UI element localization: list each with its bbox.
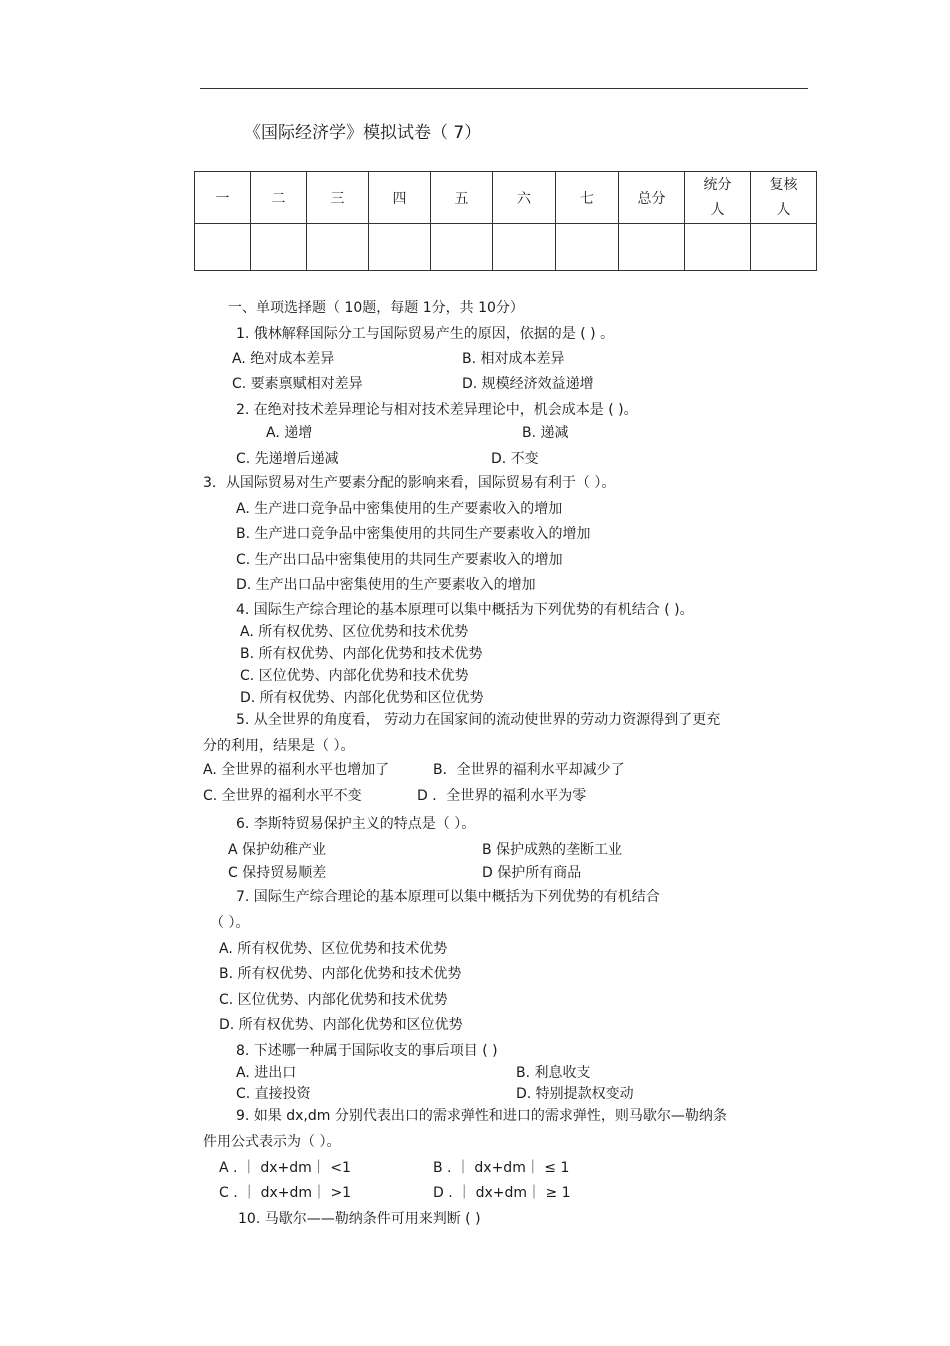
- question-9-line-2: 件用公式表示为（ ）。: [203, 1134, 341, 1150]
- score-header-row: [195, 172, 817, 224]
- score-cell-total[interactable]: [619, 224, 685, 271]
- question-10: 10. 马歇尔——勒纳条件可用来判断 ( ): [238, 1211, 481, 1227]
- question-7-line-2: （ ）。: [210, 915, 250, 931]
- scorer-line-1: 统分: [703, 176, 732, 193]
- q4-option-a: A. 所有权优势、区位优势和技术优势: [240, 624, 469, 640]
- score-table: [194, 171, 817, 271]
- reviewer-line-1: 复核: [769, 176, 798, 193]
- q1-option-d: D. 规模经济效益递增: [462, 376, 594, 392]
- score-header-3: 三: [307, 172, 369, 224]
- score-cell-reviewer[interactable]: [751, 224, 817, 271]
- q2-option-a: A. 递增: [266, 425, 313, 441]
- q3-option-a: A. 生产进口竞争品中密集使用的生产要素收入的增加: [236, 501, 563, 517]
- score-header-reviewer: [751, 172, 817, 224]
- question-6: 6. 李斯特贸易保护主义的特点是（ ）。: [236, 816, 476, 832]
- q7-option-b: B. 所有权优势、内部化优势和技术优势: [219, 966, 462, 982]
- question-5-line-2: 分的利用，结果是（ ）。: [203, 738, 355, 754]
- q5-option-d: D ．全世界的福利水平为零: [417, 788, 587, 804]
- score-cell-4[interactable]: [369, 224, 431, 271]
- q8-option-d: D. 特别提款权变动: [516, 1086, 634, 1102]
- score-header-7: 七: [556, 172, 619, 224]
- q5-option-c: C. 全世界的福利水平不变: [203, 788, 362, 804]
- q4-option-c: C. 区位优势、内部化优势和技术优势: [240, 668, 469, 684]
- score-header-6: 六: [493, 172, 556, 224]
- q6-option-a: A 保护幼稚产业: [228, 842, 327, 858]
- q1-option-c: C. 要素禀赋相对差异: [232, 376, 363, 392]
- score-input-row: [195, 224, 817, 271]
- q3-option-c: C. 生产出口品中密集使用的共同生产要素收入的增加: [236, 552, 563, 568]
- score-cell-6[interactable]: [493, 224, 556, 271]
- reviewer-line-2: 人: [776, 201, 791, 218]
- exam-title: 《国际经济学》模拟试卷（ 7）: [244, 123, 482, 143]
- score-cell-7[interactable]: [556, 224, 619, 271]
- q2-option-c: C. 先递增后递减: [236, 451, 339, 467]
- q6-option-c: C 保持贸易顺差: [228, 865, 327, 881]
- q7-option-d: D. 所有权优势、内部化优势和区位优势: [219, 1017, 463, 1033]
- q4-option-d: D. 所有权优势、内部化优势和区位优势: [240, 690, 484, 706]
- q4-option-b: B. 所有权优势、内部化优势和技术优势: [240, 646, 483, 662]
- question-4: 4. 国际生产综合理论的基本原理可以集中概括为下列优势的有机结合 ( )。: [236, 602, 694, 618]
- score-header-total: 总分: [619, 172, 685, 224]
- score-cell-2[interactable]: [251, 224, 307, 271]
- question-7-line-1: 7. 国际生产综合理论的基本原理可以集中概括为下列优势的有机结合: [236, 889, 660, 905]
- score-cell-scorer[interactable]: [685, 224, 751, 271]
- q7-option-a: A. 所有权优势、区位优势和技术优势: [219, 941, 448, 957]
- score-header-scorer: [685, 172, 751, 224]
- q2-option-d: D. 不变: [491, 451, 539, 467]
- q6-option-b: B 保护成熟的垄断工业: [482, 842, 623, 858]
- question-1: 1. 俄林解释国际分工与国际贸易产生的原因，依据的是 ( ) 。: [236, 326, 615, 342]
- q9-option-b: B . ｜ dx+dm｜ ≤ 1: [433, 1160, 570, 1176]
- question-5-line-1: 5. 从全世界的角度看， 劳动力在国家间的流动使世界的劳动力资源得到了更充: [236, 712, 721, 728]
- q5-option-b: B．全世界的福利水平却减少了: [433, 762, 625, 778]
- q8-option-c: C. 直接投资: [236, 1086, 311, 1102]
- question-8: 8. 下述哪一种属于国际收支的事后项目 ( ): [236, 1043, 498, 1059]
- q6-option-d: D 保护所有商品: [482, 865, 582, 881]
- q2-option-b: B. 递减: [522, 425, 569, 441]
- top-rule: [200, 88, 808, 89]
- section-heading: 一、单项选择题（ 10题，每题 1分，共 10分）: [228, 300, 524, 316]
- score-header-4: 四: [369, 172, 431, 224]
- question-9-line-1: 9. 如果 dx,dm 分别代表出口的需求弹性和进口的需求弹性，则马歇尔—勒纳条: [236, 1108, 727, 1124]
- q1-option-a: A. 绝对成本差异: [232, 351, 335, 367]
- q9-option-a: A . ｜ dx+dm｜ <1: [219, 1160, 351, 1176]
- q7-option-c: C. 区位优势、内部化优势和技术优势: [219, 992, 448, 1008]
- q3-option-b: B. 生产进口竞争品中密集使用的共同生产要素收入的增加: [236, 526, 591, 542]
- score-cell-3[interactable]: [307, 224, 369, 271]
- score-header-1: 一: [195, 172, 251, 224]
- q5-option-a: A. 全世界的福利水平也增加了: [203, 762, 390, 778]
- score-cell-5[interactable]: [431, 224, 493, 271]
- q9-option-d: D . ｜ dx+dm｜ ≥ 1: [433, 1185, 571, 1201]
- score-header-2: 二: [251, 172, 307, 224]
- q1-option-b: B. 相对成本差异: [462, 351, 565, 367]
- question-2: 2. 在绝对技术差异理论与相对技术差异理论中，机会成本是 ( )。: [236, 402, 638, 418]
- scorer-line-2: 人: [710, 201, 725, 218]
- score-cell-1[interactable]: [195, 224, 251, 271]
- q8-option-b: B. 利息收支: [516, 1065, 591, 1081]
- question-3: 3．从国际贸易对生产要素分配的影响来看，国际贸易有利于（ ）。: [203, 475, 616, 491]
- q9-option-c: C . ｜ dx+dm｜ >1: [219, 1185, 352, 1201]
- score-header-5: 五: [431, 172, 493, 224]
- q8-option-a: A. 进出口: [236, 1065, 297, 1081]
- q3-option-d: D. 生产出口品中密集使用的生产要素收入的增加: [236, 577, 536, 593]
